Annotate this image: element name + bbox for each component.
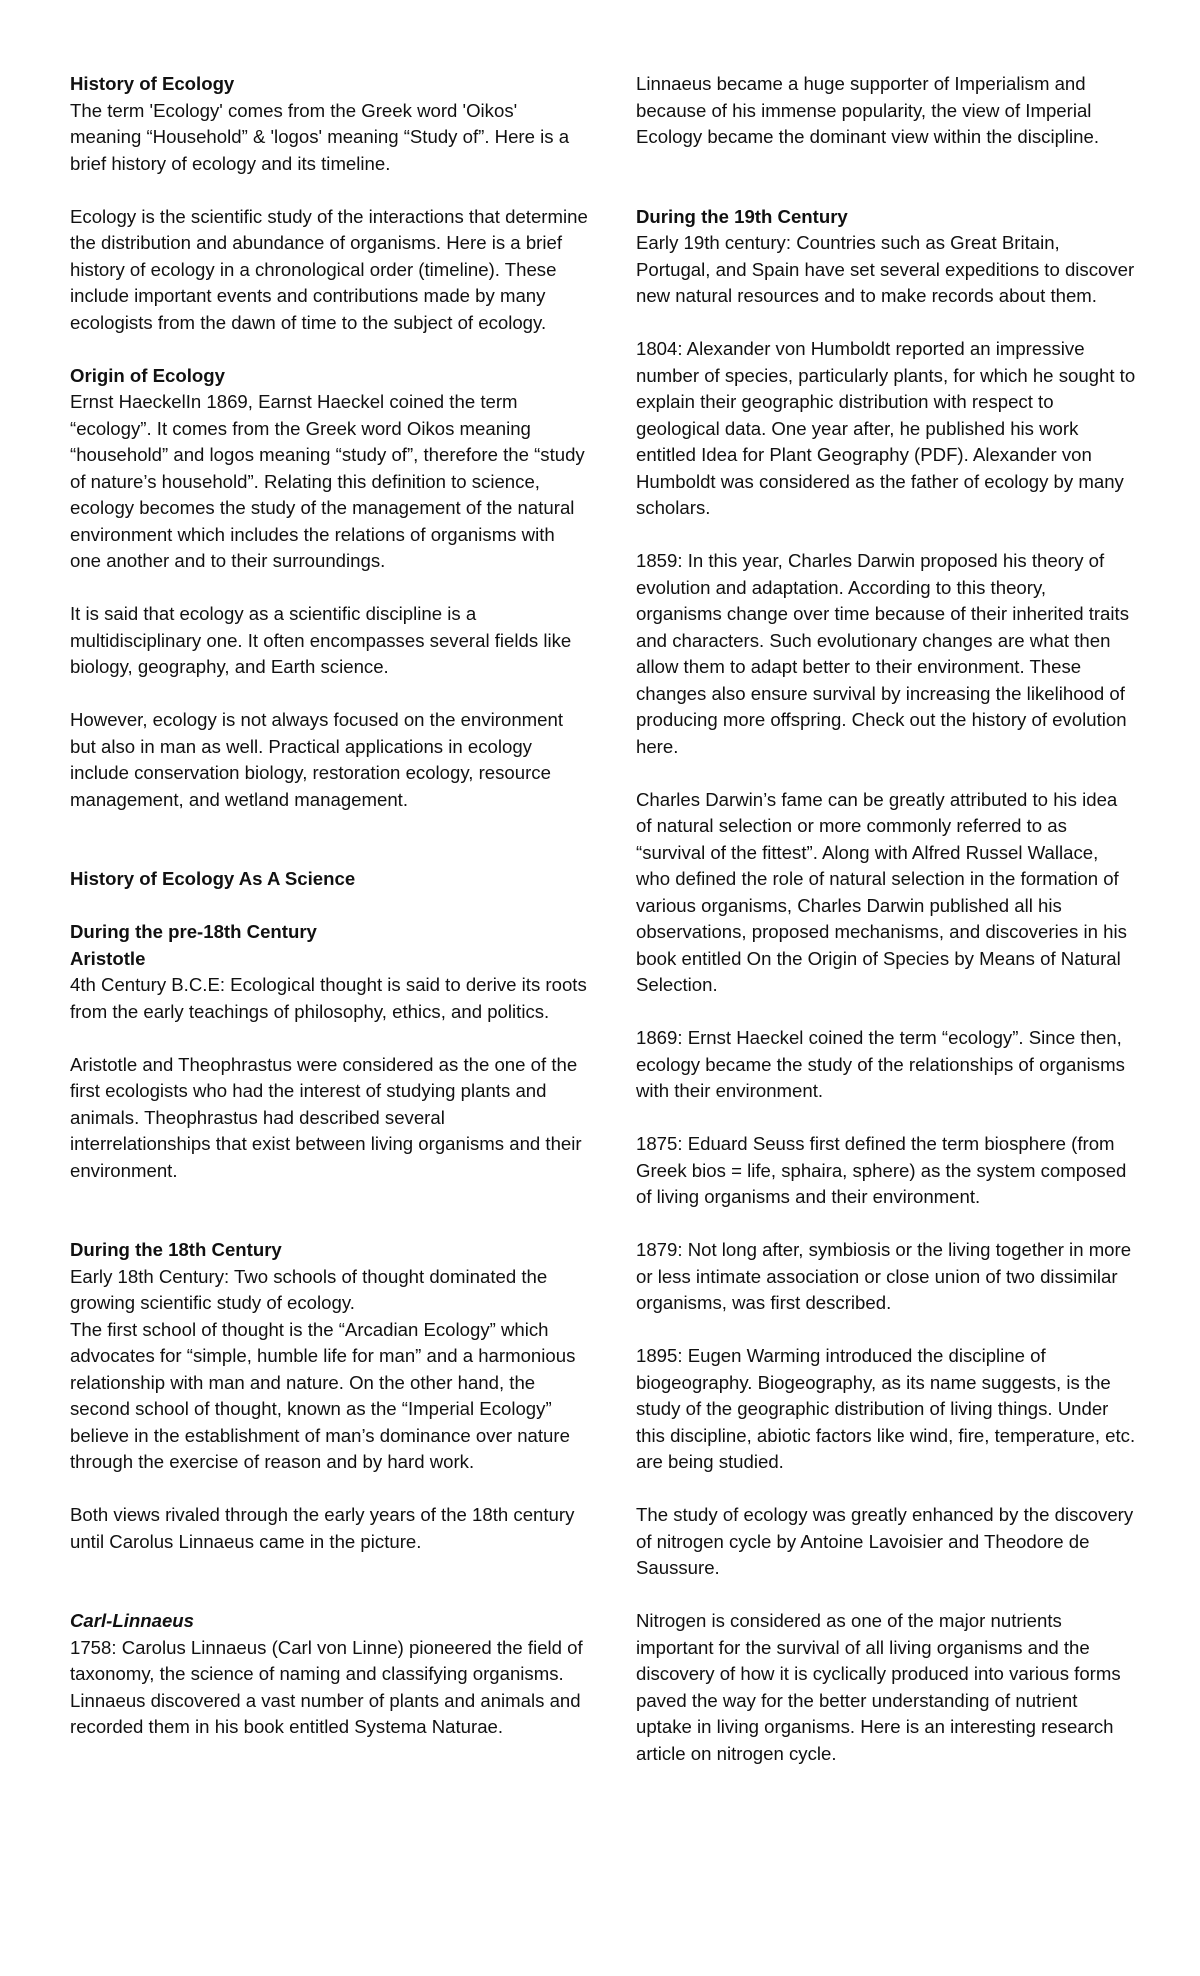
spacer — [636, 1105, 1136, 1132]
paragraph: 1859: In this year, Charles Darwin proposed his theory of evolution and adaptation. According to this theory, organisms change over time because of their inherited traits and characters. Such evolutionary changes are what then allow them to adapt better to their environment. These changes also ensure survival by increasing the likelihood of producing more offspring. Check out the history of evolution here. — [636, 550, 1129, 757]
spacer — [636, 1476, 1136, 1503]
paragraph: Both views rivaled through the early years of the 18th century until Carolus Linnaeus came in the picture. — [70, 1504, 575, 1552]
section-heading: Aristotle — [70, 947, 146, 969]
spacer — [70, 1476, 590, 1503]
paragraph: Ecology is the scientific study of the interactions that determine the distribution and abundance of organisms. Here is a brief history of ecology in a chronological order (timeline). These include important events and contributions made by many ecologists from the dawn of time to the subject of ecology. — [70, 205, 588, 333]
paragraph: 1758: Carolus Linnaeus (Carl von Linne) pioneered the field of taxonomy, the science of naming and classifying organisms. Linnaeus discovered a vast number of plants and animals and recorded them in his book entitled Systema Naturae. — [70, 1636, 583, 1737]
spacer — [636, 522, 1136, 549]
paragraph: Ernst HaeckelIn 1869, Earnst Haeckel coined the term “ecology”. It comes from the Greek word Oikos meaning “household” and logos meaning “study of”, therefore the “study of nature’s household”. Relating this definition to science, ecology becomes the study of the management of the natural environment which includes the relations of organisms with one another and to their surroundings. — [70, 391, 585, 571]
paragraph: 1875: Eduard Seuss first defined the term biosphere (from Greek bios = life, sphaira, sphere) as the system composed of living organisms and their environment. — [636, 1133, 1127, 1207]
section-heading: History of Ecology As A Science — [70, 868, 356, 889]
paragraph: 1879: Not long after, symbiosis or the living together in more or less intimate association or close union of two dissimilar organisms, was first described. — [636, 1239, 1132, 1313]
spacer — [70, 177, 590, 204]
spacer — [70, 1184, 590, 1237]
spacer — [636, 1582, 1136, 1609]
spacer — [70, 1025, 590, 1052]
paragraph: 1895: Eugen Warming introduced the discipline of biogeography. Biogeography, as its name suggests, is the study of the geographic distribution of living things. Under this discipline, abiotic factors like wind, fire, temperature, etc. are being studied. — [636, 1345, 1136, 1472]
paragraph: Early 18th Century: Two schools of thought dominated the growing scientific study of ecology. — [70, 1265, 548, 1313]
paragraph: Linnaeus became a huge supporter of Imperialism and because of his immense popularity, the view of Imperial Ecology became the dominant view within the discipline. — [636, 73, 1100, 147]
spacer — [70, 813, 590, 866]
spacer — [636, 151, 1136, 204]
spacer — [70, 1555, 590, 1608]
spacer — [70, 893, 590, 920]
paragraph: It is said that ecology as a scientific discipline is a multidisciplinary one. It often encompasses several fields like biology, geography, and Earth science. — [70, 603, 572, 677]
section-heading: History of Ecology — [70, 73, 235, 94]
paragraph: The term 'Ecology' comes from the Greek word 'Oikos' meaning “Household” & 'logos' meaning “Study of”. Here is a brief history of ecology and its timeline. — [70, 99, 570, 174]
spacer — [636, 760, 1136, 787]
paragraph: 4th Century B.C.E: Ecological thought is said to derive its roots from the early teachings of philosophy, ethics, and politics. — [70, 974, 587, 1022]
right-column — [636, 71, 1136, 1767]
paragraph: The study of ecology was greatly enhanced by the discovery of nitrogen cycle by Antoine Lavoisier and Theodore de Saussure. — [636, 1504, 1134, 1578]
section-heading: During the 18th Century — [70, 1239, 282, 1260]
spacer — [636, 999, 1136, 1026]
paragraph: Nitrogen is considered as one of the major nutrients important for the survival of all living organisms and the discovery of how it is cyclically produced into various forms paved the way for the better understanding of nutrient uptake in living organisms. Here is an interesting research article on nitrogen cycle. — [636, 1610, 1121, 1764]
paragraph: Early 19th century: Countries such as Great Britain, Portugal, and Spain have set several expeditions to discover new natural resources and to make records about them. — [636, 232, 1135, 306]
spacer — [70, 575, 590, 602]
paragraph: The first school of thought is the “Arcadian Ecology” which advocates for “simple, humble life for man” and a harmonious relationship with man and nature. On the other hand, the second school of thought, known as the “Imperial Ecology” believe in the establishment of man’s dominance over nature through the exercise of reason and by hard work. — [70, 1318, 576, 1472]
section-heading: Carl-Linnaeus — [70, 1610, 194, 1631]
spacer — [70, 336, 590, 363]
paragraph: Charles Darwin’s fame can be greatly attributed to his idea of natural selection or more commonly referred to as “survival of the fittest”. Along with Alfred Russel Wallace, who defined the role of natural selection in the formation of various organisms, Charles Darwin published all his observations, proposed mechanisms, and discoveries in his book entitled On the Origin of Species by Means of Natural Selection. — [636, 788, 1127, 995]
spacer — [636, 1317, 1136, 1344]
section-heading: Origin of Ecology — [70, 364, 225, 386]
spacer — [636, 310, 1136, 337]
paragraph: However, ecology is not always focused on the environment but also in man as well. Practical applications in ecology include conservation biology, restoration ecology, resource management, and wetland management. — [70, 709, 564, 810]
paragraph: Aristotle and Theophrastus were considered as the one of the first ecologists who had the interest of studying plants and animals. Theophrastus had described several interrelationships that exist between living organisms and their environment. — [70, 1053, 582, 1181]
spacer — [636, 1211, 1136, 1238]
left-column — [70, 71, 590, 1741]
section-heading: During the 19th Century — [636, 205, 848, 227]
paragraph: 1869: Ernst Haeckel coined the term “ecology”. Since then, ecology became the study of the relationships of organisms with their environment. — [636, 1027, 1125, 1101]
section-heading: During the pre-18th Century — [70, 921, 317, 942]
paragraph: 1804: Alexander von Humboldt reported an impressive number of species, particularly plants, for which he sought to explain their geographic distribution with respect to geological data. One year after, he published his work entitled Idea for Plant Geography (PDF). Alexander von Humboldt was considered as the father of ecology by many scholars. — [636, 338, 1136, 518]
spacer — [70, 681, 590, 708]
